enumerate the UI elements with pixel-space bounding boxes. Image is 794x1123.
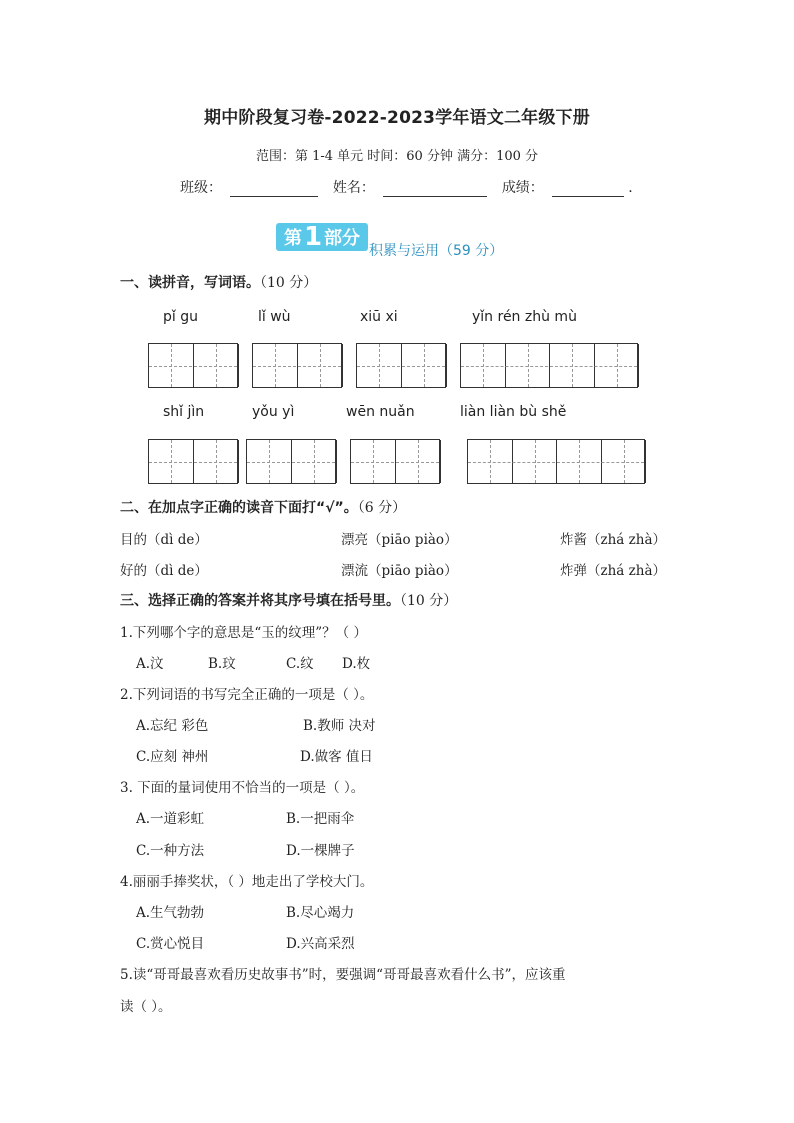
pinyin-2-1: shǐ jìn [163,404,205,420]
reading-item: 炸酱（zhá zhà） [560,532,667,548]
q2-option-a: A.忘纪 彩色 [136,718,209,734]
q1-option-b: B.玟 [208,656,236,672]
section-3-heading [120,590,457,610]
score-label: 成绩： [501,180,544,196]
banner-subtitle: 积累与运用（59 分） [369,243,504,259]
writing-grid-1-4[interactable] [460,343,638,388]
student-info [180,177,633,197]
writing-grid-2-1[interactable] [148,439,238,484]
section-3-points: （10 分） [400,593,458,609]
question-2: 2.下列词语的书写完全正确的一项是（ ）。 [120,687,374,703]
q4-option-a: A.生气勃勃 [136,905,205,921]
q3-option-a: A.一道彩虹 [136,811,205,827]
q3-option-b: B.一把雨伞 [286,811,355,827]
question-1: 1.下列哪个字的意思是“玉的纹理”？（ ） [120,625,367,641]
pinyin-2-3: wēn nuǎn [346,404,415,420]
pinyin-2-2: yǒu yì [252,404,295,420]
q4-option-c: C.赏心悦目 [136,936,205,952]
banner-suffix: 部分 [324,228,361,249]
question-3: 3. 下面的量词使用不恰当的一项是（ ）。 [120,780,365,796]
section-1-points: （10 分） [260,275,318,291]
q1-option-d: D.枚 [342,656,371,672]
info-end: . [628,180,633,196]
q2-option-b: B.教师 决对 [303,718,376,734]
pinyin-1-2: lǐ wù [258,309,291,325]
q3-option-d: D.一棵牌子 [286,843,355,859]
reading-item: 漂亮（piāo piào） [341,532,458,548]
section-1-heading [120,272,317,292]
pinyin-1-1: pǐ gu [163,309,198,325]
q2-option-c: C.应刻 神州 [136,749,209,765]
writing-grid-2-3[interactable] [350,439,440,484]
pinyin-1-3: xiū xi [360,309,398,325]
reading-item: 漂流（piāo piào） [341,563,458,579]
part-banner [276,223,368,251]
q3-option-c: C.一种方法 [136,843,205,859]
name-field[interactable] [383,182,487,197]
reading-item: 目的（dì de） [120,532,208,548]
section-1-heading-text: 一、读拼音，写词语。 [120,275,260,291]
reading-item: 炸弹（zhá zhà） [560,563,667,579]
q1-option-c: C.纹 [286,656,314,672]
name-label: 姓名： [332,180,375,196]
class-field[interactable] [230,182,318,197]
section-2-points: （6 分） [357,500,407,516]
question-4: 4.丽丽手捧奖状，（ ）地走出了学校大门。 [120,874,374,890]
q4-option-b: B.尽心竭力 [286,905,355,921]
pinyin-1-4: yǐn rén zhù mù [472,309,577,325]
banner-number: 1 [303,222,323,252]
writing-grid-2-2[interactable] [246,439,336,484]
question-5-line-1: 5.读“哥哥最喜欢看历史故事书”时，要强调“哥哥最喜欢看什么书”，应该重 [120,967,566,983]
writing-grid-1-3[interactable] [356,343,446,388]
reading-item: 好的（dì de） [120,563,208,579]
score-field[interactable] [552,182,624,197]
writing-grid-1-1[interactable] [148,343,238,388]
class-label: 班级： [180,180,222,196]
section-2-heading-text: 二、在加点字正确的读音下面打“√”。 [120,500,358,516]
page-title: 期中阶段复习卷-2022-2023学年语文二年级下册 [204,108,590,128]
writing-grid-1-2[interactable] [252,343,342,388]
banner-prefix: 第 [283,228,302,249]
section-2-heading [120,497,406,517]
q2-option-d: D.做客 值日 [300,749,373,765]
section-3-heading-text: 三、选择正确的答案并将其序号填在括号里。 [120,593,400,609]
q1-option-a: A.汶 [136,656,164,672]
exam-meta: 范围：第 1-4 单元 时间：60 分钟 满分：100 分 [255,149,539,164]
writing-grid-2-4[interactable] [467,439,645,484]
pinyin-2-4: liàn liàn bù shě [460,404,567,420]
q4-option-d: D.兴高采烈 [286,936,355,952]
question-5-line-2: 读（ ）。 [120,999,172,1015]
